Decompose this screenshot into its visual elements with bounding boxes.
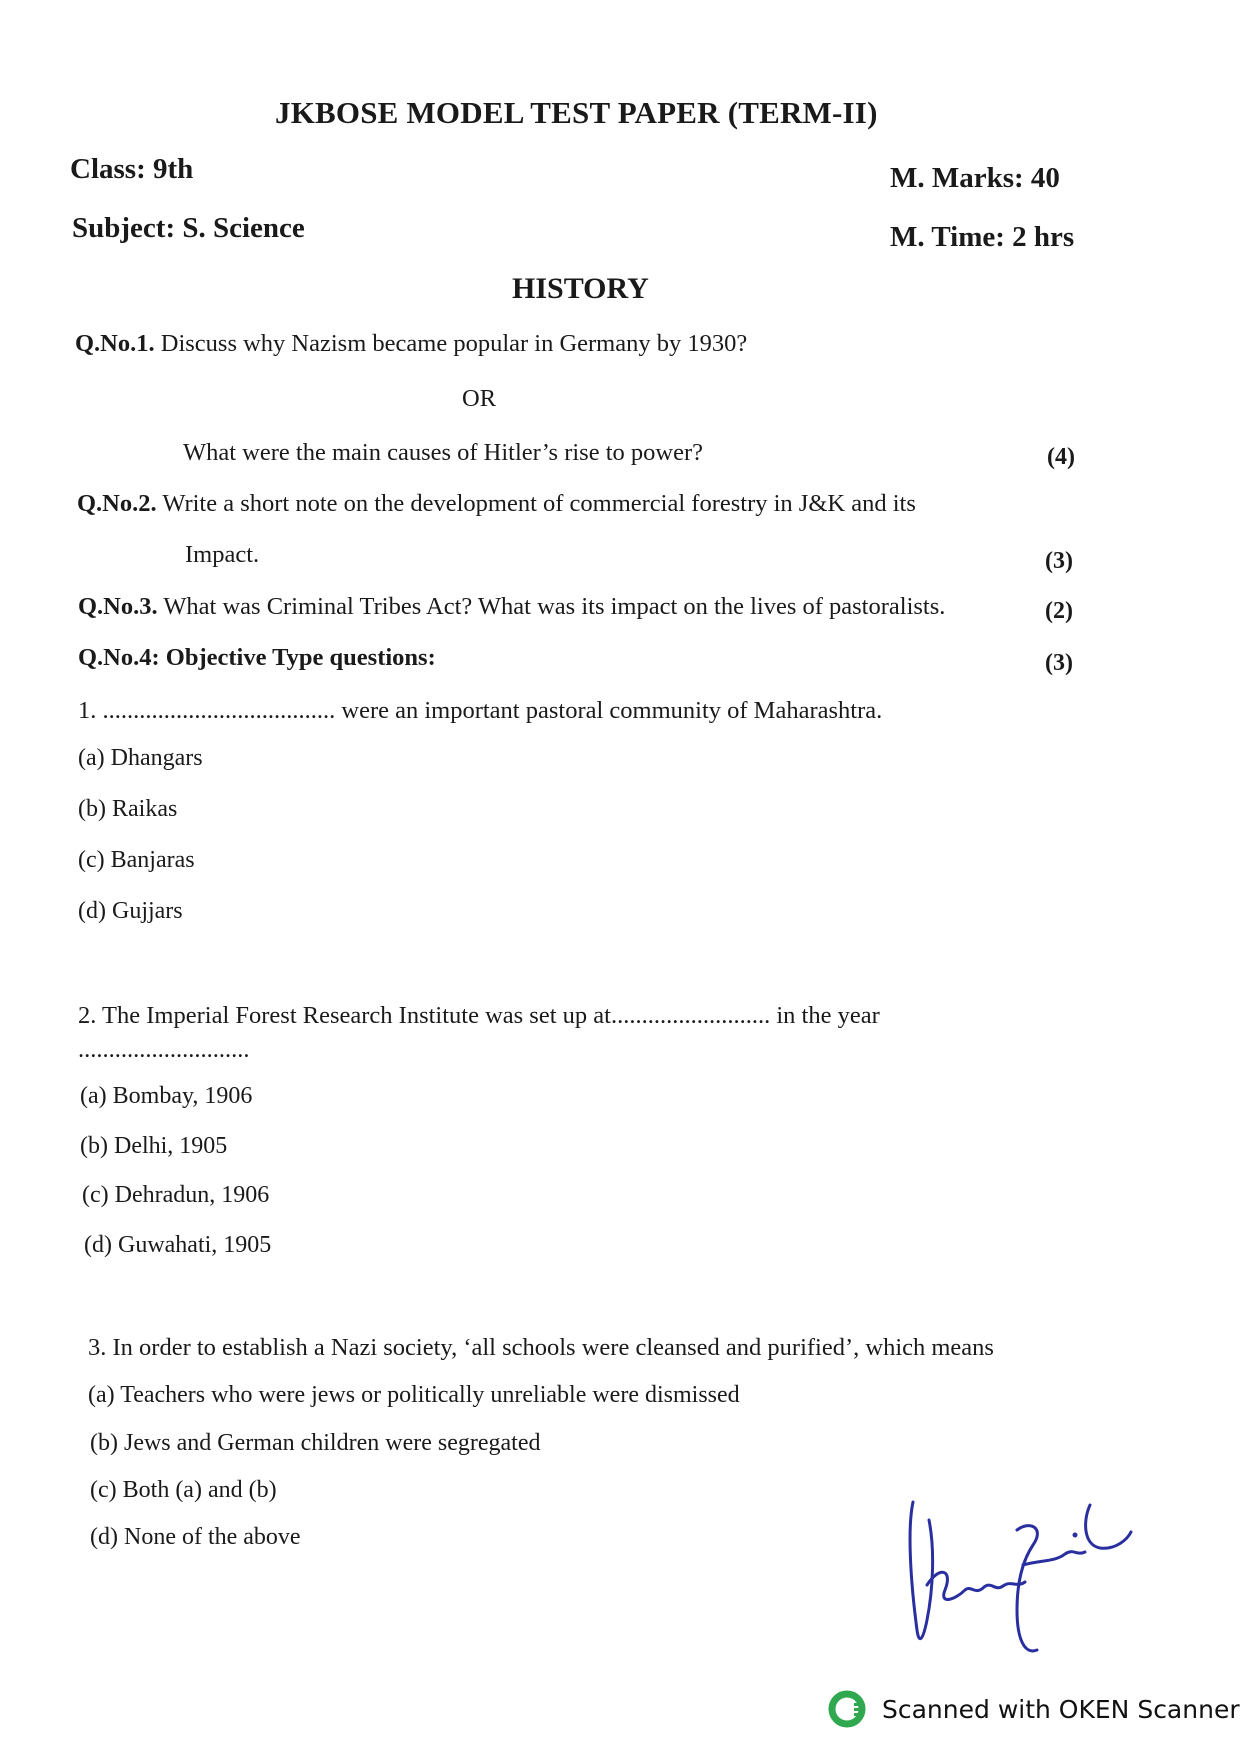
signature-icon [905, 1490, 1135, 1665]
question-1-marks: (4) [1047, 444, 1075, 470]
objective-2-stem: 2. The Imperial Forest Research Institute was set up at.......................... in the year [78, 1002, 880, 1029]
objective-3-option-c: (c) Both (a) and (b) [90, 1477, 277, 1503]
max-marks: M. Marks: 40 [890, 162, 1060, 194]
question-2-marks: (3) [1045, 548, 1073, 574]
oken-scanner-logo-icon [828, 1688, 870, 1730]
question-4-label: Q.No.4: Objective Type questions: [78, 644, 436, 671]
question-1-or: OR [462, 385, 497, 412]
question-2-text-cont: Impact. [185, 541, 260, 568]
objective-2-option-b: (b) Delhi, 1905 [80, 1133, 228, 1159]
question-3-label: Q.No.3. [78, 593, 158, 620]
objective-2-option-c: (c) Dehradun, 1906 [82, 1182, 270, 1208]
objective-2-option-a: (a) Bombay, 1906 [80, 1083, 253, 1109]
class-label: Class: 9th [70, 153, 194, 185]
question-1-text: Discuss why Nazism became popular in Germany by 1930? [160, 330, 748, 357]
objective-1-stem: 1. ...................................... were an important pastoral community of Maharashtra. [78, 697, 883, 724]
objective-2-stem-cont: ............................ [78, 1036, 250, 1063]
paper-title: JKBOSE MODEL TEST PAPER (TERM-II) [275, 95, 878, 130]
question-1-label: Q.No.1. [75, 330, 155, 357]
objective-1-option-b: (b) Raikas [78, 796, 178, 822]
objective-1-option-c: (c) Banjaras [78, 847, 195, 873]
question-3-marks: (2) [1045, 598, 1073, 624]
objective-3-stem: 3. In order to establish a Nazi society, ‘all schools were cleansed and purified’, which means [88, 1334, 994, 1361]
scanner-footer-text: Scanned with OKEN Scanner [882, 1694, 1240, 1724]
question-4-marks: (3) [1045, 650, 1073, 676]
subject-label: Subject: S. Science [72, 212, 305, 244]
question-1-alt-text: What were the main causes of Hitler’s rise to power? [183, 439, 703, 466]
max-time: M. Time: 2 hrs [890, 221, 1075, 253]
question-3 [78, 593, 945, 621]
objective-3-option-b: (b) Jews and German children were segregated [90, 1430, 541, 1456]
objective-1-option-d: (d) Gujjars [78, 898, 183, 924]
question-2 [77, 490, 916, 518]
question-2-text: Write a short note on the development of commercial forestry in J&K and its [162, 490, 916, 517]
objective-2-option-d: (d) Guwahati, 1905 [84, 1232, 272, 1258]
objective-1-option-a: (a) Dhangars [78, 745, 203, 771]
section-title: HISTORY [512, 272, 649, 305]
question-1 [75, 330, 747, 358]
objective-3-option-d: (d) None of the above [90, 1524, 301, 1550]
question-3-text: What was Criminal Tribes Act? What was its impact on the lives of pastoralists. [163, 593, 946, 620]
question-2-label: Q.No.2. [77, 490, 157, 517]
objective-3-option-a: (a) Teachers who were jews or politically unreliable were dismissed [88, 1382, 740, 1408]
scanner-footer [828, 1688, 1240, 1730]
